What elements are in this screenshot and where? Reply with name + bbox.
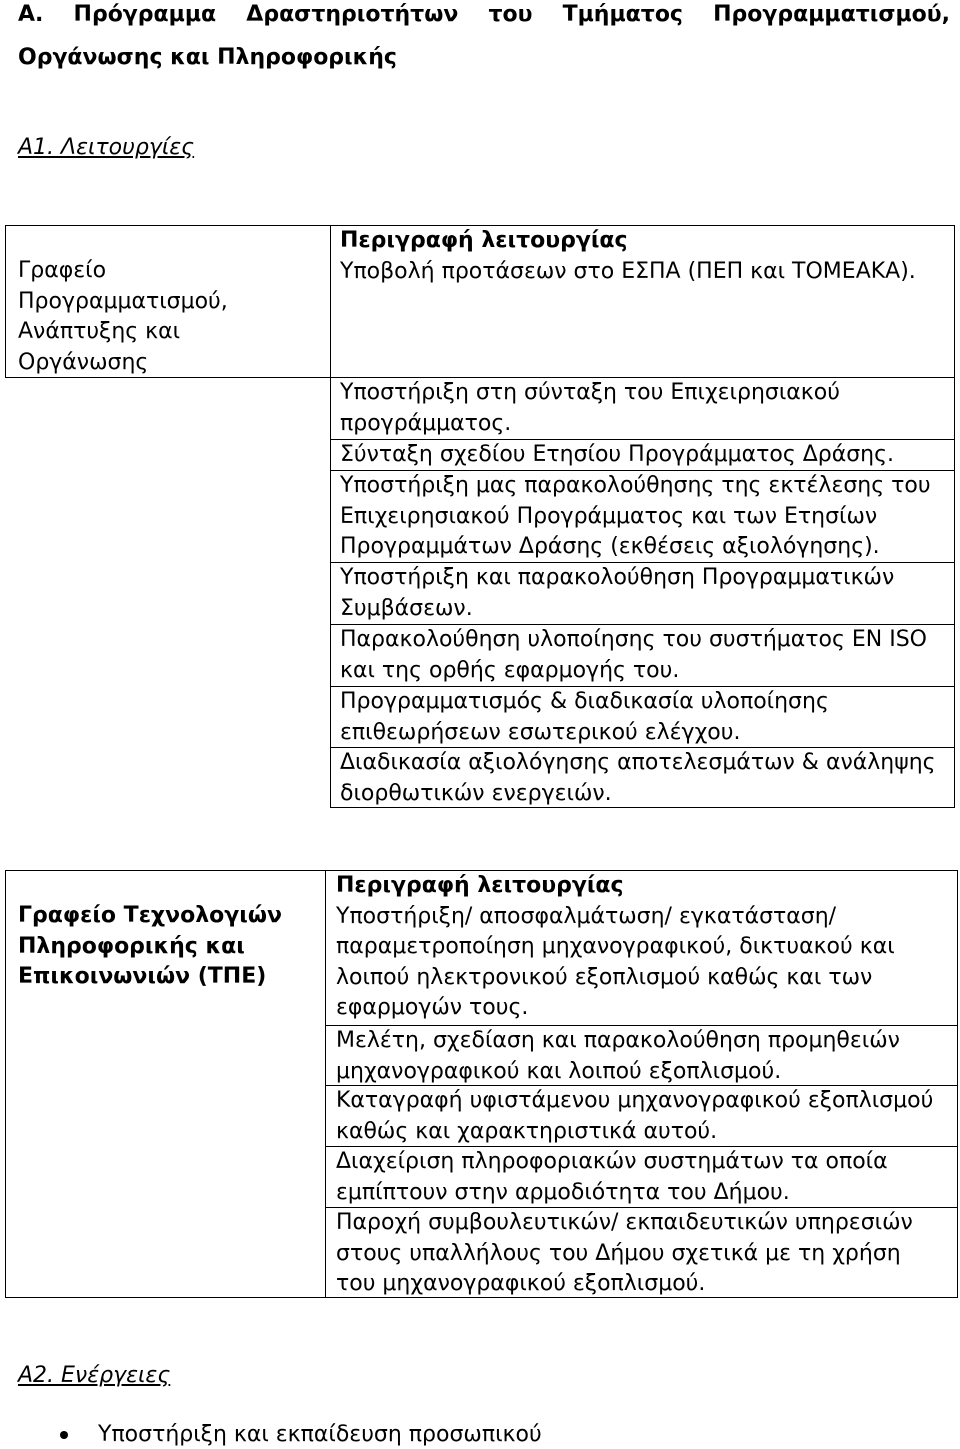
actions-list xyxy=(0,1420,960,1449)
function-line: Υποστήριξη και παρακολούθηση Προγραμματικών xyxy=(340,565,895,590)
list-item xyxy=(0,1420,960,1449)
function-row xyxy=(326,1086,957,1147)
function-line: Διαδικασία αξιολόγησης αποτελεσμάτων & ανάληψης xyxy=(340,750,936,775)
function-line: Προγραμμάτων Δράσης (εκθέσεις αξιολόγησης). xyxy=(340,534,880,559)
function-line: στους υπαλλήλους του Δήμου σχετικά με τη χρήση xyxy=(336,1240,901,1266)
function-row xyxy=(331,748,954,807)
section-a1-title: Α1. Λειτουργίες xyxy=(18,135,195,160)
function-line: Προγραμματισμός & διαδικασία υλοποίησης xyxy=(340,689,829,714)
description-header: Περιγραφή λειτουργίας xyxy=(340,228,628,253)
document-title-line: Α. Πρόγραμμα Δραστηριοτήτων του Τμήματος Προγραμματισμού, xyxy=(18,2,950,27)
function-row xyxy=(331,440,954,471)
function-row xyxy=(326,1026,957,1086)
office-name-line: Ανάπτυξης και xyxy=(18,319,181,344)
function-line: επιθεωρήσεων εσωτερικού ελέγχου. xyxy=(340,719,741,745)
office-name-line: Γραφείο Τεχνολογιών xyxy=(18,903,282,928)
function-line: Υποστήριξη στη σύνταξη του Επιχειρησιακού xyxy=(340,380,840,405)
function-line: Παροχή συμβουλευτικών/ εκπαιδευτικών υπηρεσιών xyxy=(336,1210,913,1235)
office-name-line: Οργάνωσης xyxy=(18,349,149,375)
function-line: του μηχανογραφικού εξοπλισμού. xyxy=(336,1271,706,1296)
function-line: Υποστήριξη/ αποσφαλμάτωση/ εγκατάσταση/ xyxy=(336,903,837,929)
function-line: λοιπού ηλεκτρονικού εξοπλισμού καθώς και των xyxy=(336,964,873,990)
function-line: καθώς και χαρακτηριστικά αυτού. xyxy=(336,1118,718,1144)
office-name-line: Επικοινωνιών (ΤΠΕ) xyxy=(18,964,267,989)
function-line: παραμετροποίηση μηχανογραφικού, δικτυακού και xyxy=(336,934,895,959)
bullet-icon xyxy=(60,1431,68,1439)
office-cell xyxy=(5,870,325,1298)
function-row xyxy=(326,871,957,1026)
function-line: Μελέτη, σχεδίαση και παρακολούθηση προμηθειών xyxy=(336,1028,900,1053)
function-row xyxy=(331,226,954,378)
section-a2-title: Α2. Ενέργειες xyxy=(18,1363,171,1388)
function-line: προγράμματος. xyxy=(340,410,512,436)
function-row xyxy=(326,1208,957,1297)
document-title-line: Οργάνωσης και Πληροφορικής xyxy=(18,45,397,70)
function-line: Υποστήριξη μας παρακολούθησης της εκτέλεσης του xyxy=(340,473,931,498)
function-line: Καταγραφή υφιστάμενου μηχανογραφικού εξοπλισμού xyxy=(336,1088,934,1113)
office-name-line: Γραφείο xyxy=(18,258,107,283)
function-line: μηχανογραφικού και λοιπού εξοπλισμού. xyxy=(336,1058,782,1084)
office-name-line: Πληροφορικής και xyxy=(18,933,245,959)
office-name-line: Προγραμματισμού, xyxy=(18,288,228,314)
office-cell xyxy=(5,225,330,378)
function-line: Σύνταξη σχεδίου Ετησίου Προγράμματος Δράσης. xyxy=(340,442,895,467)
function-row xyxy=(331,378,954,440)
function-line: εμπίπτουν στην αρμοδιότητα του Δήμου. xyxy=(336,1179,790,1205)
function-line: και της ορθής εφαρμογής του. xyxy=(340,657,680,683)
function-line: διορθωτικών ενεργειών. xyxy=(340,780,612,806)
function-row xyxy=(331,471,954,563)
function-line: Συμβάσεων. xyxy=(340,595,473,621)
description-header: Περιγραφή λειτουργίας xyxy=(336,873,624,898)
functions-cell xyxy=(325,870,958,1298)
function-row xyxy=(331,563,954,625)
function-row xyxy=(326,1147,957,1208)
list-item-text: Υποστήριξη και εκπαίδευση προσωπικού xyxy=(98,1422,542,1447)
function-line: Υποβολή προτάσεων στο ΕΣΠΑ (ΠΕΠ και ΤΟΜΕΑΚΑ). xyxy=(340,258,916,284)
function-row xyxy=(331,687,954,748)
function-line: Επιχειρησιακού Προγράμματος και των Ετησίων xyxy=(340,503,878,529)
functions-cell xyxy=(330,225,955,808)
function-line: εφαρμογών τους. xyxy=(336,995,529,1020)
function-line: Παρακολούθηση υλοποίησης του συστήματος EN ISO xyxy=(340,627,927,652)
document-title xyxy=(18,0,950,73)
function-row xyxy=(331,625,954,687)
function-line: Διαχείριση πληροφοριακών συστημάτων τα οποία xyxy=(336,1149,888,1174)
